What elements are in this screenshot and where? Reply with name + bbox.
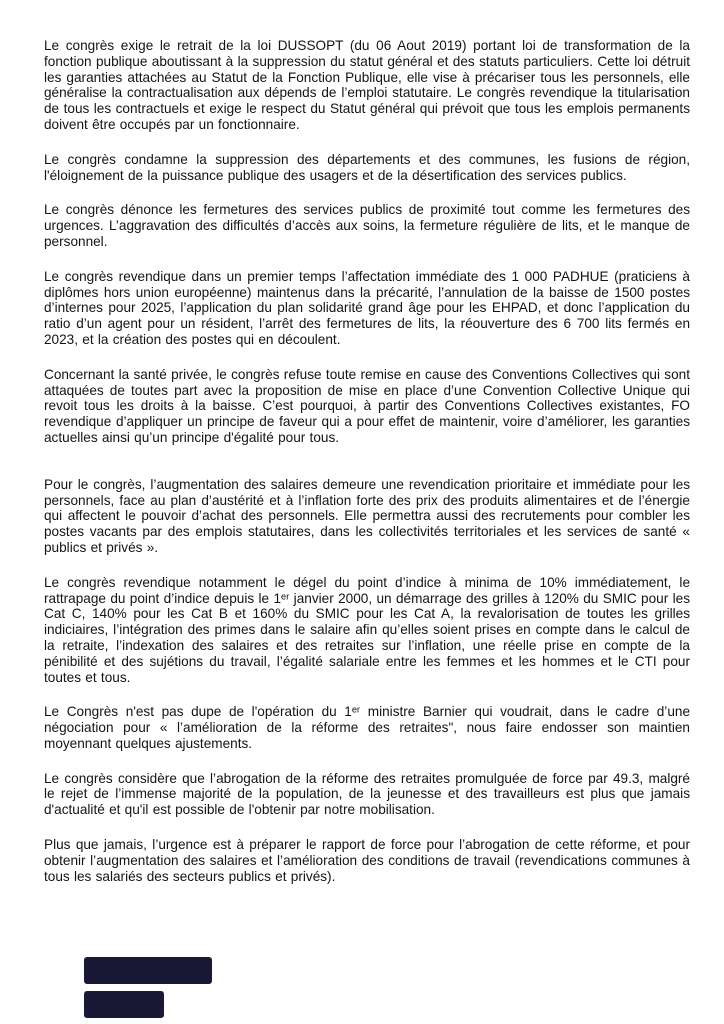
paragraph-padhue: Le congrès revendique dans un premier temps l’affectation immédiate des 1 000 PADHUE (praticiens à diplômes hors union européenne) maintenus dans la précarité, l’annulation de la baisse de 1500 postes d’internes pour 2025, l’application du plan solidarité grand âge pour les EHPAD, et donc l’application du ratio d’un agent pour un résident, l’arrêt des fermetures de lits, la réouverture des 6 700 lits fermés en 2023, et la création des postes qui en découlent.	[44, 268, 690, 347]
paragraph-sante-privee: Concernant la santé privée, le congrès refuse toute remise en cause des Conventions Collectives qui sont attaquées de toutes part avec la proposition de mise en place d’une Convention Collective Unique qui revoit tous les droits à la baisse. C’est pourquoi, à partir des Conventions Collectives existantes, FO revendique d’appliquer un principe de faveur qui a pour effet de maintenir, voire d’améliorer, les garanties actuelles ainsi qu’un principe d'égalité pour tous.	[44, 366, 690, 445]
paragraph-abrogation: Le congrès considère que l’abrogation de la réforme des retraites promulguée de force par 49.3, malgré le rejet de l’immense majorité de la population, de la jeunesse et des travailleurs est plus que jamais d'actualité et qu'il est possible de l'obtenir par notre mobilisation.	[44, 770, 690, 818]
redaction-bar-1	[84, 957, 212, 984]
paragraph-rapport-de-force: Plus que jamais, l’urgence est à préparer le rapport de force pour l’abrogation de cette réforme, et pour obtenir l’augmentation des salaires et l’amélioration des conditions de travail (revendications communes à tous les salariés des secteurs publics et privés).	[44, 837, 690, 884]
paragraph-suppression: Le congrès condamne la suppression des départements et des communes, les fusions de région, l'éloignement de la puissance publique des usagers et de la désertification des services publics.	[44, 151, 690, 183]
redaction-bar-2	[84, 991, 164, 1018]
paragraph-salaires: Pour le congrès, l’augmentation des salaires demeure une revendication prioritaire et immédiate pour les personnels, face au plan d’austérité et à l’inflation forte des prix des produits alimentaires et de l’énergie qui affectent le pouvoir d’achat des personnels. Elle permettra aussi des recrutements pour combler les postes vacants par des emplois statutaires, dans les collectivités territoriales et les services de santé « publics et privés ».	[44, 476, 690, 555]
paragraph-barnier: Le Congrès n'est pas dupe de l'opération du 1ᵉʳ ministre Barnier qui voudrait, dans le cadre d’une négociation pour « l’amélioration de la réforme des retraites", nous faire endosser son maintien moyennant quelques ajustements.	[44, 704, 690, 751]
paragraph-point-indice: Le congrès revendique notamment le dégel du point d’indice à minima de 10% immédiatement, le rattrapage du point d’indice depuis le 1ᵉʳ janvier 2000, un démarrage des grilles à 120% du SMIC pour les Cat C, 140% pour les Cat B et 160% du SMIC pour les Cat A, la revalorisation de toutes les grilles indiciaires, l’intégration des primes dans le salaire afin qu’elles soient prises en compte dans le calcul de la retraite, l’indexation des salaires et des retraites sur l’inflation, une réelle prise en compte de la pénibilité et des sujétions du travail, l’égalité salariale entre les femmes et les hommes et le CTI pour toutes et tous.	[44, 574, 690, 685]
paragraph-fermetures: Le congrès dénonce les fermetures des services publics de proximité tout comme les fermetures des urgences. L’aggravation des difficultés d’accès aux soins, la fermeture régulière de lits, et le manque de personnel.	[44, 202, 690, 249]
paragraph-loi-dussopt: Le congrès exige le retrait de la loi DUSSOPT (du 06 Aout 2019) portant loi de transformation de la fonction publique aboutissant à la suppression du statut général et des statuts particuliers. Cette loi détruit les garanties attachées au Statut de la Fonction Publique, elle vise à précariser tous les personnels, elle généralise la contractualisation aux dépends de l’emploi statutaire. Le congrès revendique la titularisation de tous les contractuels et exige le respect du Statut général qui prévoit que tous les emplois permanents doivent être occupés par un fonctionnaire.	[44, 38, 690, 132]
